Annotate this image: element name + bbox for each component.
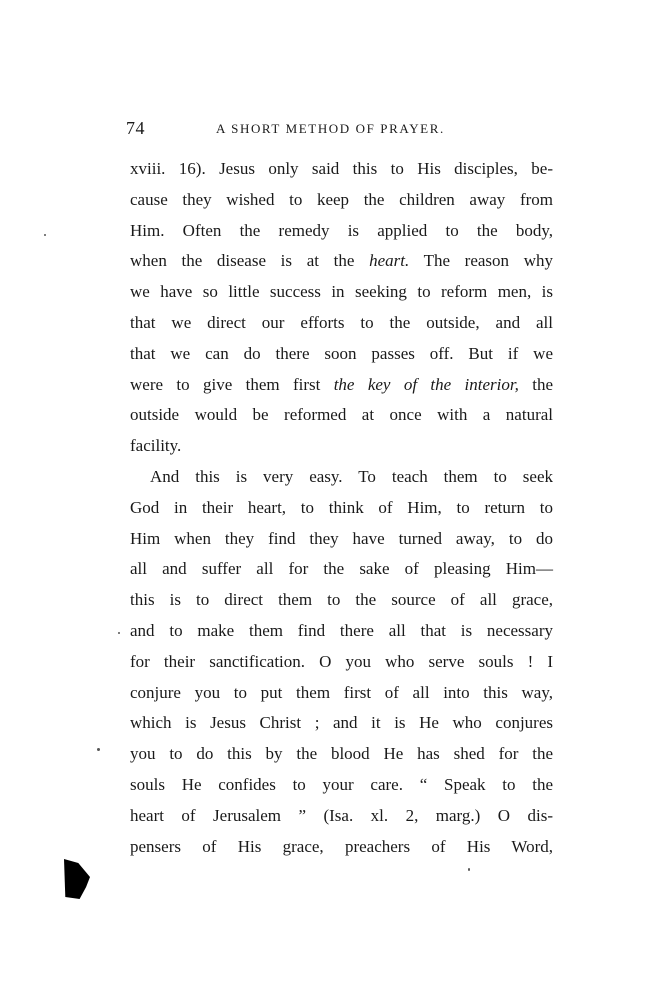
- page-header: [126, 118, 556, 140]
- paper-speck: [468, 868, 470, 871]
- text-line: Him when they find they have turned away, to do: [130, 528, 553, 548]
- text-line: for their sanctification. O you who serve souls ! I: [130, 651, 553, 671]
- text-line: souls He confides to your care. “ Speak to the: [130, 774, 553, 794]
- text-line: [130, 370, 553, 401]
- text-line: cause they wished to keep the children away from: [130, 189, 553, 209]
- text-line: [130, 246, 553, 277]
- text-line: xviii. 16). Jesus only said this to His disciples, be-: [130, 159, 553, 178]
- text-line-end: the: [518, 374, 553, 394]
- text-line: this is to direct them to the source of all grace,: [130, 590, 553, 610]
- italic-word: heart.: [369, 251, 410, 271]
- text-line: And this is very easy. To teach them to seek: [150, 466, 553, 486]
- text-line: Him. Often the remedy is applied to the body,: [130, 220, 553, 240]
- text-line: you to do this by the blood He has shed for the: [130, 744, 553, 764]
- text-line: conjure you to put them first of all into this way,: [130, 682, 553, 702]
- text-line-start: when the disease is at the: [130, 251, 370, 271]
- text-line: we have so little success in seeking to reform men, is: [130, 282, 553, 302]
- text-line: which is Jesus Christ ; and it is He who conjures: [130, 713, 553, 733]
- running-title: A SHORT METHOD OF PRAYER.: [216, 121, 445, 136]
- paper-speck: [97, 748, 100, 751]
- text-line: facility.: [130, 436, 182, 456]
- text-line-end: The reason why: [409, 251, 553, 271]
- text-line: all and suffer all for the sake of pleasing Him—: [130, 559, 553, 579]
- text-line: that we can do there soon passes off. But if we: [130, 343, 553, 363]
- page-number: 74: [126, 118, 145, 138]
- text-line: God in their heart, to think of Him, to return to: [130, 497, 553, 517]
- text-line-start: were to give them first: [130, 374, 334, 394]
- body-text: [130, 154, 553, 862]
- text-line: outside would be reformed at once with a natural: [130, 405, 553, 425]
- paper-speck: [118, 632, 120, 634]
- italic-phrase: the key of the interior,: [333, 374, 519, 394]
- text-line: and to make them find there all that is necessary: [130, 620, 553, 640]
- ink-blot-mark: [64, 859, 90, 899]
- text-line: that we direct our efforts to the outside, and all: [130, 312, 553, 332]
- text-line: heart of Jerusalem ” (Isa. xl. 2, marg.) O dis-: [130, 805, 553, 825]
- paper-speck: [44, 234, 46, 236]
- text-line: pensers of His grace, preachers of His Word,: [130, 836, 553, 856]
